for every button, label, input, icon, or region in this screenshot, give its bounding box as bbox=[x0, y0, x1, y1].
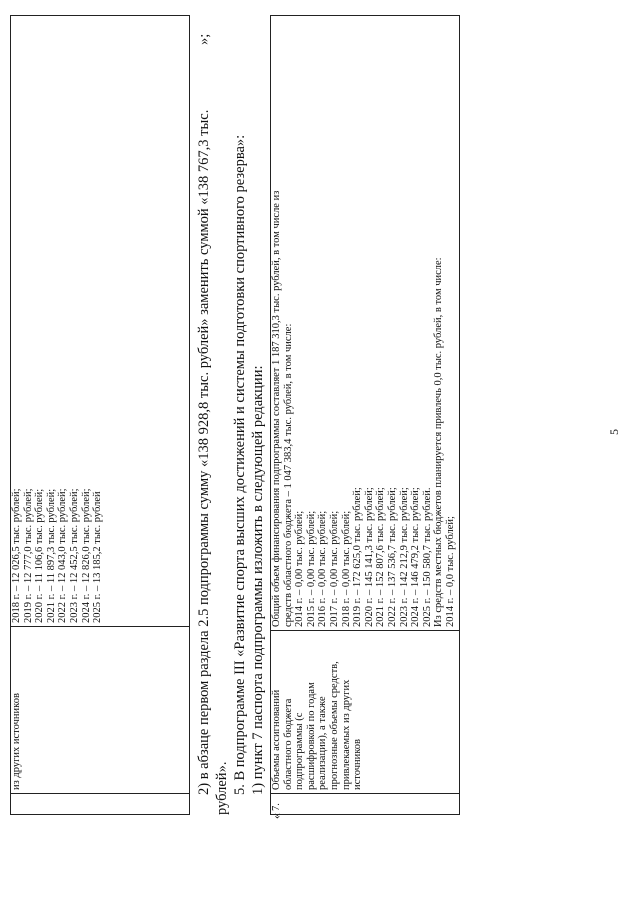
table2-label-line: привлекаемых из других bbox=[340, 679, 352, 790]
table2-content-line: 2023 г. – 142 212,9 тыс. рублей; bbox=[398, 487, 410, 627]
table2-label-line: источников bbox=[352, 738, 364, 790]
table2-label-cell bbox=[271, 631, 460, 794]
table2-item-number: 7. bbox=[271, 803, 282, 811]
table1-line-2024: 2024 г. – 12 826,0 тыс. рублей; bbox=[80, 488, 92, 623]
table2-content-line: 2025 г. – 150 580,7 тыс. рублей. bbox=[421, 487, 433, 627]
table2-content-line: 2014 г. – 0,0 тыс. рублей; bbox=[444, 516, 456, 627]
table2-content-line: средств областного бюджета – 1 047 383,4 тыс. рублей, в том числе: bbox=[282, 323, 294, 627]
table2-label-line: реализации), а также bbox=[317, 696, 329, 790]
table2-content-line: 2024 г. – 146 479,2 тыс. рублей; bbox=[410, 487, 422, 627]
table2-content-line: 2021 г. – 152 807,6 тыс. рублей; bbox=[375, 487, 387, 627]
table2-content-line: 2018 г. – 0,00 тыс. рублей; bbox=[340, 510, 352, 627]
table2-label-line: подпрограммы (с bbox=[294, 712, 306, 790]
table2-content-line: 2016 г. – 0,00 тыс. рублей; bbox=[317, 510, 329, 627]
table1-line-2019: 2019 г. – 12 777,0 тыс. рублей; bbox=[22, 488, 34, 623]
table1-values-cell bbox=[11, 16, 190, 627]
table1-line-2021: 2021 г. – 11 897,3 тыс. рублей; bbox=[45, 488, 57, 623]
table1-line-2025: 2025 г. – 13 185,2 тыс. рублей bbox=[92, 491, 104, 623]
table2-content-line: Общий объем финансирования подпрограммы составляет 1 187 310,3 тыс. рублей, в том числе из bbox=[271, 190, 282, 627]
table2-content-cell bbox=[271, 16, 460, 631]
table1-label: из других источников bbox=[11, 693, 22, 790]
table2-content-line: 2019 г. – 172 625,0 тыс. рублей; bbox=[352, 487, 364, 627]
table1-num-cell bbox=[11, 794, 190, 815]
table2-content-line: 2014 г. – 0,00 тыс. рублей; bbox=[294, 510, 306, 627]
table1-label-cell bbox=[11, 627, 190, 794]
table2-num-cell bbox=[271, 794, 460, 815]
table2-label-line: расшифровкой по годам bbox=[305, 682, 317, 790]
table2-content-line: 2015 г. – 0,00 тыс. рублей; bbox=[305, 510, 317, 627]
table1-line-2022: 2022 г. – 12 043,0 тыс. рублей; bbox=[57, 488, 69, 623]
table2-content-line: 2022 г. – 137 536,7 тыс. рублей; bbox=[386, 487, 398, 627]
funding-table-continuation bbox=[10, 15, 190, 815]
table2-content-line: 2020 г. – 145 141,3 тыс. рублей; bbox=[363, 487, 375, 627]
table1-line-2018: 2018 г. – 12 026,5 тыс. рублей; bbox=[11, 488, 22, 623]
table1-line-2023: 2023 г. – 12 452,5 тыс. рублей; bbox=[68, 488, 80, 623]
passport-item-7-table bbox=[270, 15, 460, 815]
table2-content-line: 2017 г. – 0,00 тыс. рублей; bbox=[328, 510, 340, 627]
page-number: 5 bbox=[607, 429, 621, 435]
table2-content-line: Из средств местных бюджетов планируется привлечь 0,0 тыс. рублей, в том числе: bbox=[433, 257, 445, 627]
table1-line-2020: 2020 г. – 11 106,6 тыс. рублей; bbox=[34, 488, 46, 623]
opening-quote: « bbox=[269, 813, 283, 819]
paragraph-2-line1: 2) в абзаце первом раздела 2.5 подпрограммы сумму «138 928,8 тыс. рублей» заменить суммой «138 767,3 тыс. bbox=[196, 109, 212, 795]
table2-label-line: областного бюджета bbox=[282, 698, 294, 790]
paragraph-2-line2: рублей». bbox=[214, 761, 230, 815]
closing-quote-1: »; bbox=[196, 33, 212, 45]
table2-label-line: Объемы ассигнований bbox=[271, 689, 282, 790]
paragraph-1: 1) пункт 7 паспорта подпрограммы изложить в следующей редакции: bbox=[250, 365, 266, 795]
paragraph-5: 5. В подпрограмме III «Развитие спорта высших достижений и системы подготовки спортивного резерва»: bbox=[232, 134, 248, 795]
table2-label-line: прогнозные объемы средств, bbox=[328, 661, 340, 790]
